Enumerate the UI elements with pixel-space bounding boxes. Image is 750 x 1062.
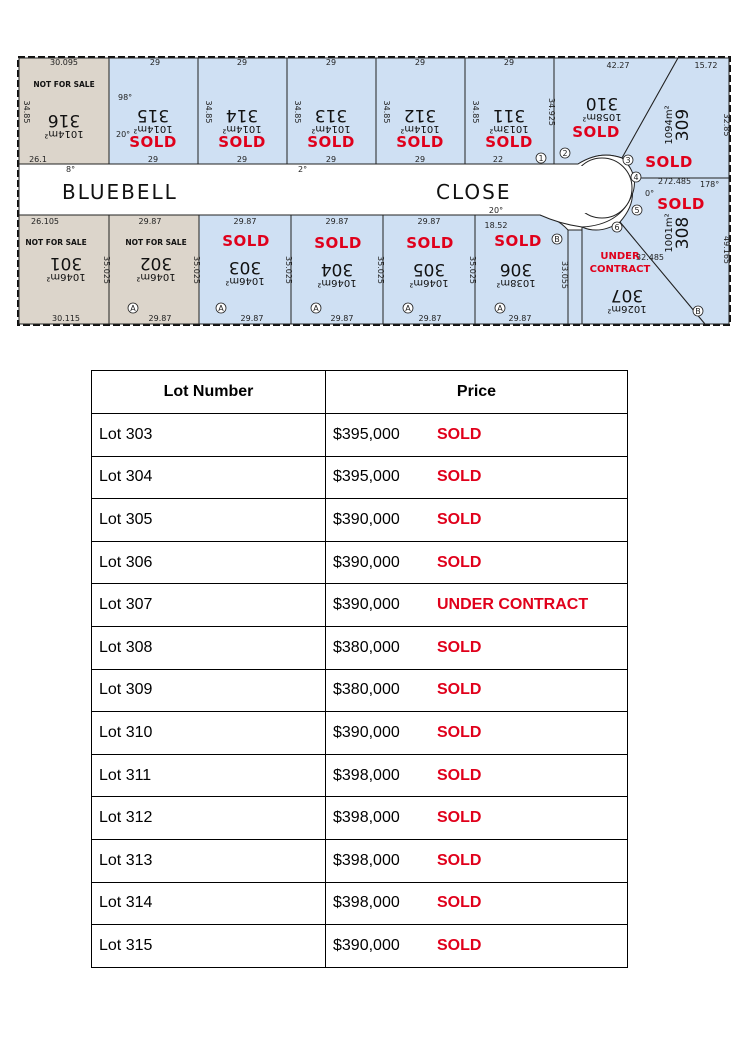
lot-308-number: 308 [673, 216, 693, 250]
ref-mark-a-5 [495, 303, 505, 313]
dim-road-312: 29 [414, 155, 426, 164]
bearing-32: 32.485 [636, 253, 664, 262]
dim-top-314: 29 [236, 58, 248, 67]
lot-cell: Lot 313 [92, 839, 326, 882]
lot-307-status-line2: CONTRACT [589, 264, 651, 275]
price-cell [326, 839, 628, 882]
price-value: $395,000 [333, 425, 400, 443]
bearing-0-side: 0° [645, 189, 655, 198]
lot-cell: Lot 315 [92, 925, 326, 968]
svg-text:A: A [405, 304, 411, 313]
price-value: $390,000 [333, 510, 400, 528]
dim-top-312: 29 [414, 58, 426, 67]
lot-303-status: SOLD [222, 232, 270, 250]
price-cell [326, 925, 628, 968]
lot-304-status: SOLD [314, 234, 362, 252]
ref-mark-2 [560, 148, 570, 158]
svg-text:5: 5 [634, 206, 640, 215]
lot-307-number: 307 [610, 285, 644, 305]
lot-313-status: SOLD [307, 133, 355, 151]
lot-311-status: SOLD [485, 133, 533, 151]
lot-305-status: SOLD [406, 234, 454, 252]
lot-309-number: 309 [673, 108, 693, 142]
ref-mark-a-3 [311, 303, 321, 313]
lot-315-number: 315 [136, 105, 170, 125]
lot-310-number: 310 [585, 93, 619, 113]
lot-312-area: 1014m² [400, 123, 440, 134]
street-name-bluebell: BLUEBELL [62, 180, 178, 204]
price-cell [326, 626, 628, 669]
table-row [92, 499, 628, 542]
svg-text:B: B [554, 235, 560, 244]
table-row [92, 541, 628, 584]
header-price: Price [326, 371, 628, 414]
lot-316-not-for-sale: NOT FOR SALE [33, 80, 95, 89]
price-value: $398,000 [333, 766, 400, 784]
lot-305-area: 1046m² [409, 277, 449, 288]
table-row [92, 925, 628, 968]
lot-cell: Lot 304 [92, 456, 326, 499]
ref-mark-5 [632, 205, 642, 215]
ref-mark-a-1 [128, 303, 138, 313]
lot-cell: Lot 314 [92, 882, 326, 925]
lot-306-area: 1038m² [496, 277, 536, 288]
lot-312-number: 312 [403, 105, 437, 125]
svg-text:1: 1 [538, 154, 544, 163]
price-value: $390,000 [333, 553, 400, 571]
dim-road-301: 26.105 [31, 217, 59, 226]
status-badge: SOLD [437, 766, 482, 784]
dim-bottom-304: 29.87 [330, 314, 354, 323]
lot-cell: Lot 307 [92, 584, 326, 627]
price-cell [326, 712, 628, 755]
dim-top-311: 29 [503, 58, 515, 67]
dim-bottom-303: 29.87 [240, 314, 264, 323]
svg-text:2: 2 [562, 149, 568, 158]
bearing-272: 272.485 [658, 177, 692, 186]
lot-309-area: 1094m² [664, 105, 675, 145]
table-row [92, 456, 628, 499]
price-value: $398,000 [333, 851, 400, 869]
status-badge: UNDER CONTRACT [437, 596, 589, 614]
lot-315-area: 1014m² [133, 123, 173, 134]
price-table [91, 370, 628, 968]
lot-308-area: 1001m² [664, 213, 675, 253]
dim-bottom-305: 29.87 [418, 314, 442, 323]
header-lot-number: Lot Number [92, 371, 326, 414]
lot-316-number: 316 [47, 110, 81, 130]
svg-text:A: A [130, 304, 136, 313]
price-value: $390,000 [333, 596, 400, 614]
lot-302-not-for-sale: NOT FOR SALE [125, 238, 187, 247]
lot-307-status-line1: UNDER [600, 251, 640, 262]
lot-311-number: 311 [492, 105, 526, 125]
ref-mark-a-2 [216, 303, 226, 313]
svg-text:A: A [497, 304, 503, 313]
lot-310-area: 1058m² [582, 111, 622, 122]
bearing-98-side: 98° [118, 93, 133, 102]
table-row [92, 584, 628, 627]
depth-313: 34.85 [382, 100, 391, 124]
lot-301-not-for-sale: NOT FOR SALE [25, 238, 87, 247]
price-value: $380,000 [333, 681, 400, 699]
ref-mark-1 [536, 153, 546, 163]
bearing-2-top: 2° [298, 165, 308, 174]
lot-cell: Lot 306 [92, 541, 326, 584]
svg-text:A: A [218, 304, 224, 313]
dim-top-316: 30.095 [50, 58, 78, 67]
status-badge: SOLD [437, 638, 482, 656]
lot-314-area: 1014m² [222, 123, 262, 134]
status-badge: SOLD [437, 681, 482, 699]
price-cell [326, 754, 628, 797]
depth-306b: 33.055 [560, 261, 569, 289]
depth-314: 34.85 [293, 100, 302, 124]
ref-mark-4 [631, 172, 641, 182]
dim-bottom-306: 29.87 [508, 314, 532, 323]
table-row [92, 754, 628, 797]
lot-315-status: SOLD [129, 133, 177, 151]
lot-310-status: SOLD [572, 123, 620, 141]
depth-312: 34.85 [471, 100, 480, 124]
depth-302: 35.025 [102, 256, 111, 284]
dim-bottom-302: 29.87 [148, 314, 172, 323]
status-badge: SOLD [437, 894, 482, 912]
status-badge: SOLD [437, 809, 482, 827]
table-header-row [92, 371, 628, 414]
status-badge: SOLD [437, 936, 482, 954]
depth-306: 35.025 [468, 256, 477, 284]
depth-303: 35.025 [192, 256, 201, 284]
price-value: $398,000 [333, 894, 400, 912]
dim-road-315: 29 [147, 155, 159, 164]
depth-304: 35.025 [284, 256, 293, 284]
depth-311: 34.925 [547, 98, 556, 126]
svg-text:A: A [313, 304, 319, 313]
lot-316-area: 1014m² [44, 128, 84, 139]
lot-cell: Lot 308 [92, 626, 326, 669]
price-cell [326, 414, 628, 457]
svg-text:3: 3 [625, 156, 631, 165]
lot-306-number: 306 [499, 259, 533, 279]
lot-302-area: 1046m² [136, 271, 176, 282]
depth-309: 32.85 [722, 113, 731, 137]
lot-304-number: 304 [320, 259, 354, 279]
dim-road-306: 18.52 [484, 221, 508, 230]
depth-316: 34.85 [22, 100, 31, 124]
dim-road-313: 29 [325, 155, 337, 164]
bearing-8-top: 8° [66, 165, 76, 174]
depth-305: 35.025 [376, 256, 385, 284]
status-badge: SOLD [437, 510, 482, 528]
table-row [92, 712, 628, 755]
ref-mark-b-2 [693, 306, 703, 316]
lot-cell: Lot 303 [92, 414, 326, 457]
table-row [92, 626, 628, 669]
ref-mark-a-4 [403, 303, 413, 313]
dim-road-bearing: 20° [488, 206, 504, 215]
lot-314-number: 314 [225, 105, 259, 125]
ref-mark-3 [623, 155, 633, 165]
dim-top-315: 29 [149, 58, 161, 67]
status-badge: SOLD [437, 553, 482, 571]
table-row [92, 414, 628, 457]
ref-mark-b-1 [552, 234, 562, 244]
lot-305-number: 305 [412, 259, 446, 279]
access-strip [568, 230, 582, 324]
lot-cell: Lot 310 [92, 712, 326, 755]
price-value: $390,000 [333, 936, 400, 954]
status-badge: SOLD [437, 425, 482, 443]
lot-304-area: 1046m² [317, 277, 357, 288]
svg-text:4: 4 [633, 173, 639, 182]
status-badge: SOLD [437, 468, 482, 486]
lot-cell: Lot 309 [92, 669, 326, 712]
street-name-close: CLOSE [436, 180, 512, 204]
lot-cell: Lot 311 [92, 754, 326, 797]
price-cell [326, 584, 628, 627]
dim-road-305: 29.87 [417, 217, 441, 226]
dim-top-309: 15.72 [694, 61, 718, 70]
dim-bottom-301: 30.115 [52, 314, 80, 323]
depth-315: 34.85 [204, 100, 213, 124]
lot-306-status: SOLD [494, 232, 542, 250]
lot-313-number: 313 [314, 105, 348, 125]
lot-303-number: 303 [228, 257, 262, 277]
dim-top-313: 29 [325, 58, 337, 67]
lot-301-area: 1046m² [46, 271, 86, 282]
lot-302-number: 302 [139, 253, 173, 273]
price-cell [326, 499, 628, 542]
table-row [92, 669, 628, 712]
dim-top-310: 42.27 [606, 61, 630, 70]
price-cell [326, 541, 628, 584]
lot-cell: Lot 305 [92, 499, 326, 542]
lot-314-status: SOLD [218, 133, 266, 151]
price-value: $395,000 [333, 468, 400, 486]
subdivision-plan [0, 0, 750, 345]
status-badge: SOLD [437, 723, 482, 741]
svg-text:B: B [695, 307, 701, 316]
dim-road-314: 29 [236, 155, 248, 164]
dim-road-304: 29.87 [325, 217, 349, 226]
dim-road-303: 29.87 [233, 217, 257, 226]
price-cell [326, 882, 628, 925]
dim-road-302: 29.87 [138, 217, 162, 226]
lot-311-area: 1013m² [489, 123, 529, 134]
lot-301-number: 301 [49, 253, 83, 273]
depth-308: 49.165 [722, 236, 731, 264]
price-value: $398,000 [333, 809, 400, 827]
table-row [92, 882, 628, 925]
table-row [92, 839, 628, 882]
lot-303-area: 1046m² [225, 275, 265, 286]
price-value: $380,000 [333, 638, 400, 656]
lot-307-area: 1026m² [607, 303, 647, 314]
lot-308-status: SOLD [657, 195, 705, 213]
price-value: $390,000 [333, 723, 400, 741]
table-row [92, 797, 628, 840]
ref-mark-6 [612, 222, 622, 232]
lot-cell: Lot 312 [92, 797, 326, 840]
dim-road-316: 26.1 [29, 155, 47, 164]
bearing-178: 178° [700, 180, 720, 189]
price-cell [326, 797, 628, 840]
price-cell [326, 456, 628, 499]
price-cell [326, 669, 628, 712]
bearing-20-side: 20° [116, 130, 131, 139]
lot-313-area: 1014m² [311, 123, 351, 134]
lot-312-status: SOLD [396, 133, 444, 151]
lot-309-status: SOLD [645, 153, 693, 171]
svg-text:6: 6 [614, 223, 620, 232]
status-badge: SOLD [437, 851, 482, 869]
dim-road-311: 22 [492, 155, 504, 164]
